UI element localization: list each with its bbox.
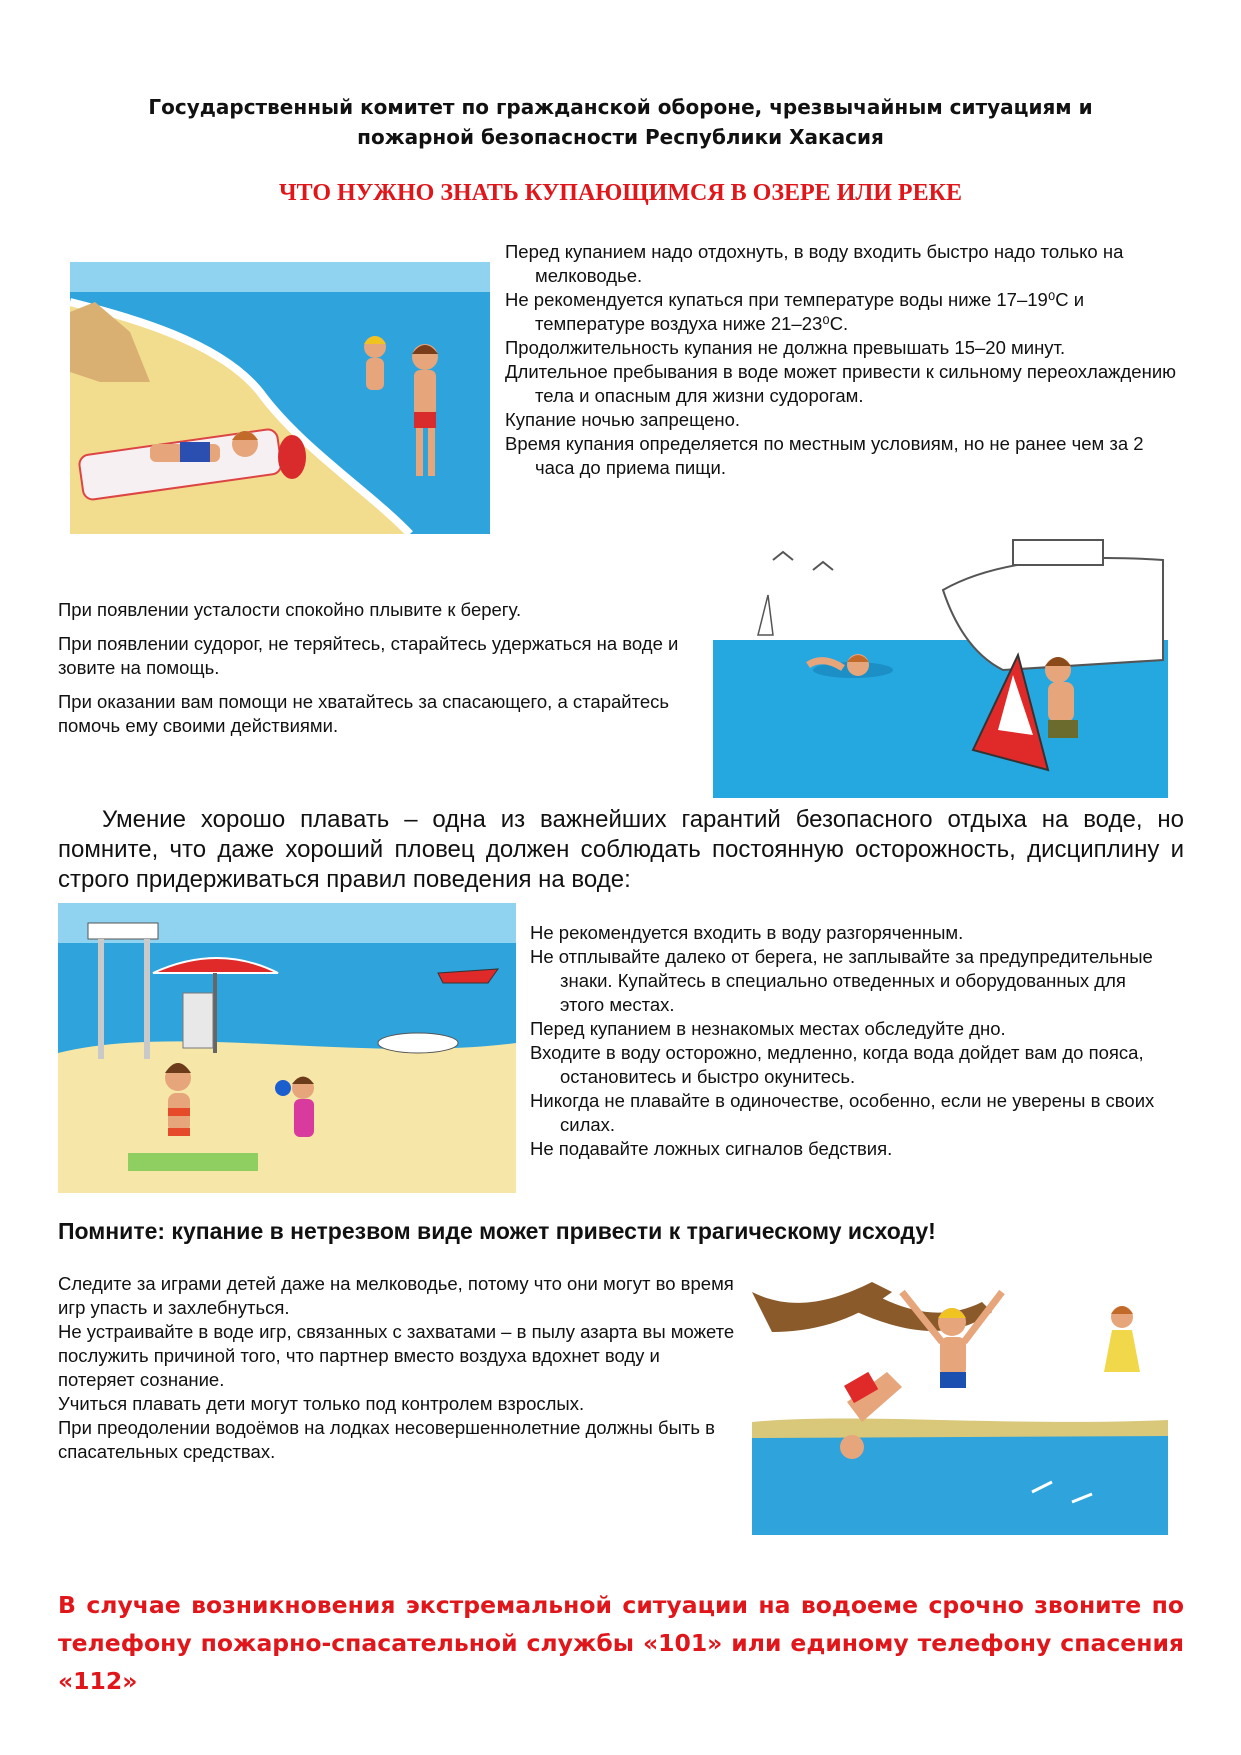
rule-item: При оказании вам помощи не хватайтесь за спасающего, а старайтесь помочь ему своими действиями. [58, 691, 670, 736]
rule-item: Входите в воду осторожно, медленно, когда вода дойдет вам до пояса, остановитесь и быстро окунитесь. [530, 1042, 1144, 1087]
rule-item: Время купания определяется по местным условиям, но не ранее чем за 2 часа до приема пищи. [505, 433, 1144, 478]
rule-item: Продолжительность купания не должна превышать 15–20 минут. [505, 337, 1066, 358]
tree-jumping-illustration [752, 1252, 1168, 1535]
rule-item: Не отплывайте далеко от берега, не заплывайте за предупредительные знаки. Купайтесь в специально отведенных и оборудованных для этого местах. [530, 946, 1153, 1015]
rule-item: Учиться плавать дети могут только под контролем взрослых. [58, 1393, 585, 1414]
rule-item: При появлении судорог, не теряйтесь, старайтесь удержаться на воде и зовите на помощь. [58, 633, 679, 678]
rule-item: Не рекомендуется входить в воду разгоряченным. [530, 922, 964, 943]
swimming-rules-list-3 [530, 921, 1170, 1161]
rule-item: Не подавайте ложных сигналов бедствия. [530, 1138, 893, 1159]
children-safety-text [58, 1272, 738, 1464]
organization-name: Государственный комитет по гражданской обороне, чрезвычайным ситуациям и пожарной безопасности Республики Хакасия [148, 95, 1093, 149]
swimming-rules-list-1 [505, 240, 1185, 480]
rule-item: Не рекомендуется купаться при температуре воды ниже 17–19⁰С и температуре воздуха ниже 21–23⁰С. [505, 289, 1085, 334]
rule-item: При преодолении водоёмов на лодках несовершеннолетние должны быть в спасательных средствах. [58, 1417, 715, 1462]
emergency-message: В случае возникновения экстремальной ситуации на водоеме срочно звоните по телефону пожарно-спасательной службы «101» или единому телефону спасения «112» [58, 1591, 1184, 1695]
rule-item: Длительное пребывания в воде может привести к сильному переохлаждению тела и опасным для жизни судорогам. [505, 361, 1177, 406]
rule-item: Купание ночью запрещено. [505, 409, 741, 430]
swimming-rules-list-2 [58, 598, 698, 748]
rule-item: Следите за играми детей даже на мелководье, потому что они могут во время игр упасть и захлебнуться. [58, 1273, 734, 1318]
warning-heading: Помните: купание в нетрезвом виде может привести к трагическому исходу! [58, 1218, 936, 1244]
rule-item: Перед купанием надо отдохнуть, в воду входить быстро надо только на мелководье. [505, 241, 1124, 286]
intro-paragraph: Умение хорошо плавать – одна из важнейших гарантий безопасного отдыха на воде, но помните, что даже хороший пловец должен соблюдать постоянную осторожность, дисциплину и строго придерживаться правил поведения на воде: [58, 806, 1184, 893]
beach-umbrella-illustration [58, 903, 516, 1193]
ship-swimmer-illustration [713, 520, 1168, 798]
rule-item: Перед купанием в незнакомых местах обследуйте дно. [530, 1018, 1006, 1039]
page-title: ЧТО НУЖНО ЗНАТЬ КУПАЮЩИМСЯ В ОЗЕРЕ ИЛИ РЕКЕ [279, 180, 962, 206]
rule-item: Не устраивайте в воде игр, связанных с захватами – в пылу азарта вы можете послужить причиной того, что партнер вместо воздуха вдохнет воду и потеряет сознание. [58, 1321, 735, 1390]
beach-illustration [70, 262, 490, 534]
rule-item: Никогда не плавайте в одиночестве, особенно, если не уверены в своих силах. [530, 1090, 1155, 1135]
rule-item: При появлении усталости спокойно плывите к берегу. [58, 599, 522, 620]
